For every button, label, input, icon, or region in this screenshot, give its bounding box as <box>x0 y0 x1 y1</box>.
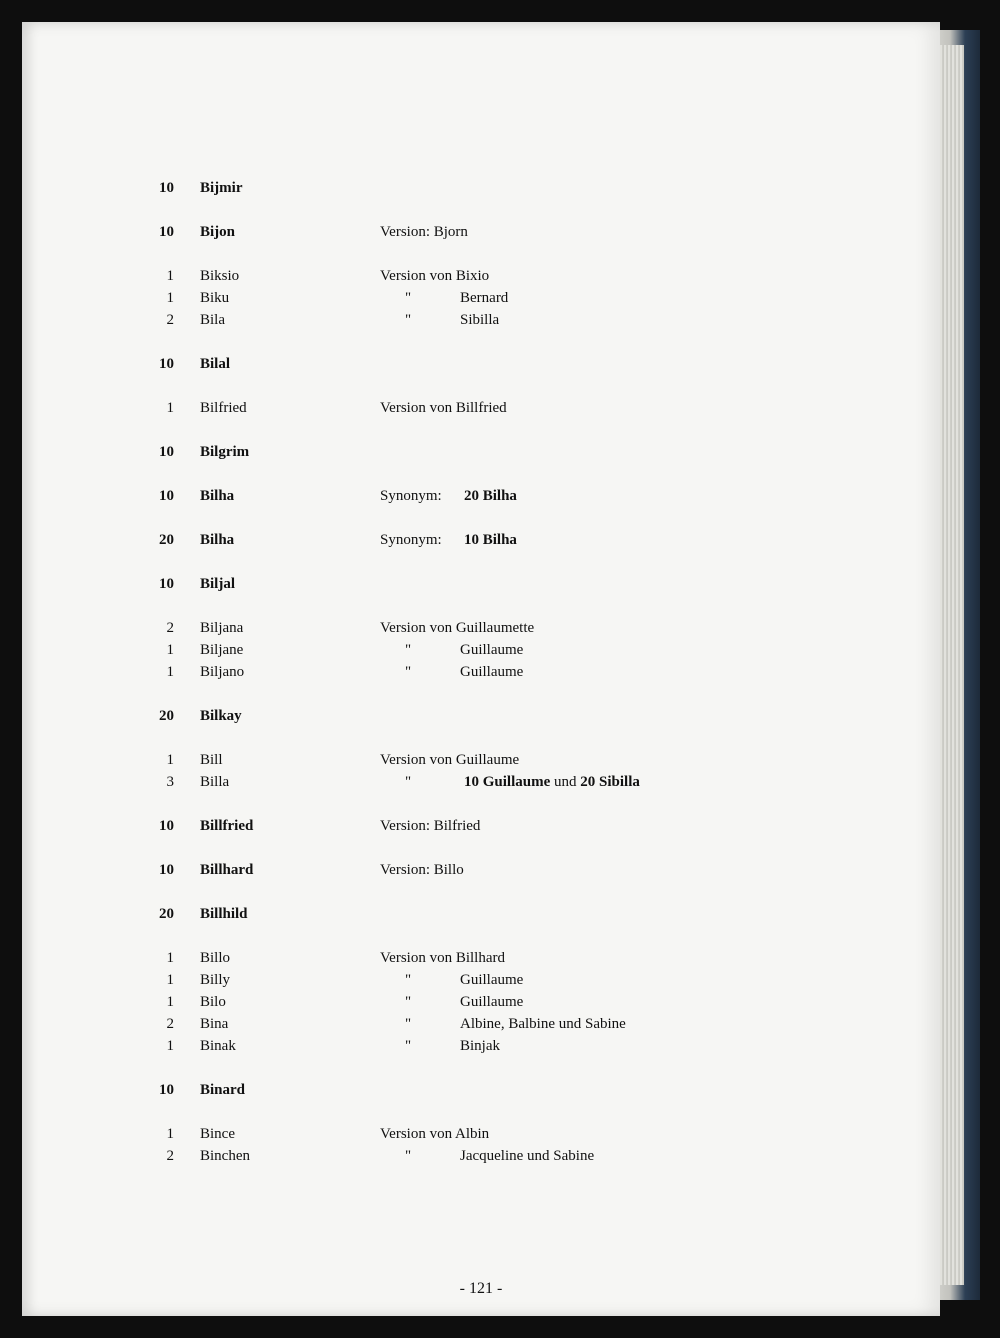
ditto-mark: " <box>405 1148 412 1164</box>
entry-frequency: 1 <box>166 290 174 306</box>
entry-name: Bijon <box>200 224 236 240</box>
entry-name: Bince <box>200 1126 235 1142</box>
entry-frequency: 10 <box>159 862 174 878</box>
entry-name: Bilal <box>200 356 231 372</box>
entry-target: Bernard <box>460 290 509 306</box>
entry-note: Version von Guillaumette <box>380 620 535 636</box>
entry-target: Jacqueline und Sabine <box>460 1148 595 1164</box>
list-item <box>22 488 940 510</box>
list-item <box>22 950 940 972</box>
list-item <box>22 664 940 686</box>
entry-name: Billhard <box>200 862 254 878</box>
entry-name: Bill <box>200 752 223 768</box>
entry-target: Guillaume <box>460 642 524 658</box>
entry-frequency: 1 <box>166 268 174 284</box>
ditto-mark: " <box>405 774 412 790</box>
entry-name: Bilo <box>200 994 226 1010</box>
book-page <box>22 22 940 1316</box>
list-item <box>22 1148 940 1170</box>
list-item <box>22 994 940 1016</box>
list-item <box>22 972 940 994</box>
entry-name: Billfried <box>200 818 254 834</box>
entry-frequency: 20 <box>159 906 174 922</box>
entry-target-part: und <box>550 774 581 790</box>
entry-frequency: 10 <box>159 356 174 372</box>
entry-name: Bilha <box>200 532 235 548</box>
entry-name: Bina <box>200 1016 229 1032</box>
entry-frequency: 10 <box>159 224 174 240</box>
list-item <box>22 576 940 598</box>
ditto-mark: " <box>405 994 412 1010</box>
list-item <box>22 642 940 664</box>
list-item <box>22 180 940 202</box>
ditto-mark: " <box>405 290 412 306</box>
ditto-mark: " <box>405 1038 412 1054</box>
entry-name: Bilha <box>200 488 235 504</box>
entry-note: Version: Billo <box>380 862 464 878</box>
entry-note: Synonym: <box>380 532 442 548</box>
entry-name: Biljal <box>200 576 236 592</box>
entry-name: Binard <box>200 1082 246 1098</box>
ditto-mark: " <box>405 972 412 988</box>
entry-frequency: 20 <box>159 708 174 724</box>
entry-note: Version: Bjorn <box>380 224 468 240</box>
list-item <box>22 356 940 378</box>
entry-name: Biksio <box>200 268 240 284</box>
list-item <box>22 818 940 840</box>
list-item <box>22 268 940 290</box>
entry-frequency: 1 <box>166 1126 174 1142</box>
entry-frequency: 10 <box>159 818 174 834</box>
entry-name: Biljane <box>200 642 244 658</box>
entry-note: Synonym: <box>380 488 442 504</box>
entry-name: Billy <box>200 972 231 988</box>
entry-name: Bila <box>200 312 225 328</box>
entry-frequency: 10 <box>159 1082 174 1098</box>
entry-frequency: 2 <box>166 1148 174 1164</box>
entry-target <box>464 774 640 791</box>
entry-name: Bilkay <box>200 708 242 724</box>
entry-name: Billo <box>200 950 231 966</box>
ditto-mark: " <box>405 664 412 680</box>
list-item <box>22 224 940 246</box>
entry-frequency: 1 <box>166 994 174 1010</box>
ditto-mark: " <box>405 642 412 658</box>
entry-target: 20 Bilha <box>464 488 517 504</box>
entry-target: 10 Bilha <box>464 532 517 548</box>
entry-target: Sibilla <box>460 312 500 328</box>
entry-frequency: 1 <box>166 752 174 768</box>
entry-target: Guillaume <box>460 994 524 1010</box>
entry-note: Version von Billhard <box>380 950 505 966</box>
entry-name: Biljana <box>200 620 244 636</box>
entry-name: Biljano <box>200 664 245 680</box>
entry-name: Bijmir <box>200 180 243 196</box>
entry-frequency: 10 <box>159 576 174 592</box>
entry-name: Bilgrim <box>200 444 250 460</box>
list-item <box>22 774 940 796</box>
entry-frequency: 3 <box>166 774 174 790</box>
entry-frequency: 20 <box>159 532 174 548</box>
entry-name: Bilfried <box>200 400 247 416</box>
entry-frequency: 2 <box>166 1016 174 1032</box>
entry-note: Version: Bilfried <box>380 818 481 834</box>
entry-frequency: 1 <box>166 400 174 416</box>
list-item <box>22 400 940 422</box>
list-item <box>22 906 940 928</box>
list-item <box>22 620 940 642</box>
entry-note: Version von Billfried <box>380 400 507 416</box>
entry-frequency: 1 <box>166 950 174 966</box>
ditto-mark: " <box>405 1016 412 1032</box>
entry-frequency: 1 <box>166 972 174 988</box>
entry-target: Guillaume <box>460 664 524 680</box>
entry-name: Binchen <box>200 1148 250 1164</box>
entry-name: Biku <box>200 290 230 306</box>
entry-note: Version von Albin <box>380 1126 490 1142</box>
ditto-mark: " <box>405 312 412 328</box>
list-item <box>22 312 940 334</box>
entry-frequency: 1 <box>166 1038 174 1054</box>
list-item <box>22 1016 940 1038</box>
entry-name: Billhild <box>200 906 248 922</box>
entry-target-part: 20 Sibilla <box>580 774 640 790</box>
entry-name: Billa <box>200 774 230 790</box>
entry-frequency: 10 <box>159 488 174 504</box>
entry-note: Version von Guillaume <box>380 752 520 768</box>
entry-frequency: 1 <box>166 664 174 680</box>
list-item <box>22 1126 940 1148</box>
list-item <box>22 444 940 466</box>
entry-target: Binjak <box>460 1038 500 1054</box>
page-edges <box>936 45 964 1285</box>
list-item <box>22 290 940 312</box>
entry-note: Version von Bixio <box>380 268 490 284</box>
list-item <box>22 708 940 730</box>
list-item <box>22 1038 940 1060</box>
list-item <box>22 752 940 774</box>
entry-frequency: 2 <box>166 620 174 636</box>
entry-name: Binak <box>200 1038 236 1054</box>
entry-target: Albine, Balbine und Sabine <box>460 1016 626 1032</box>
list-item <box>22 862 940 884</box>
entry-target: Guillaume <box>460 972 524 988</box>
entry-frequency: 10 <box>159 444 174 460</box>
list-item <box>22 1082 940 1104</box>
entry-frequency: 1 <box>166 642 174 658</box>
entry-frequency: 10 <box>159 180 174 196</box>
page-number: - 121 - <box>459 1280 503 1297</box>
entry-target-part: 10 Guillaume <box>464 774 551 790</box>
list-item <box>22 532 940 554</box>
entry-frequency: 2 <box>166 312 174 328</box>
